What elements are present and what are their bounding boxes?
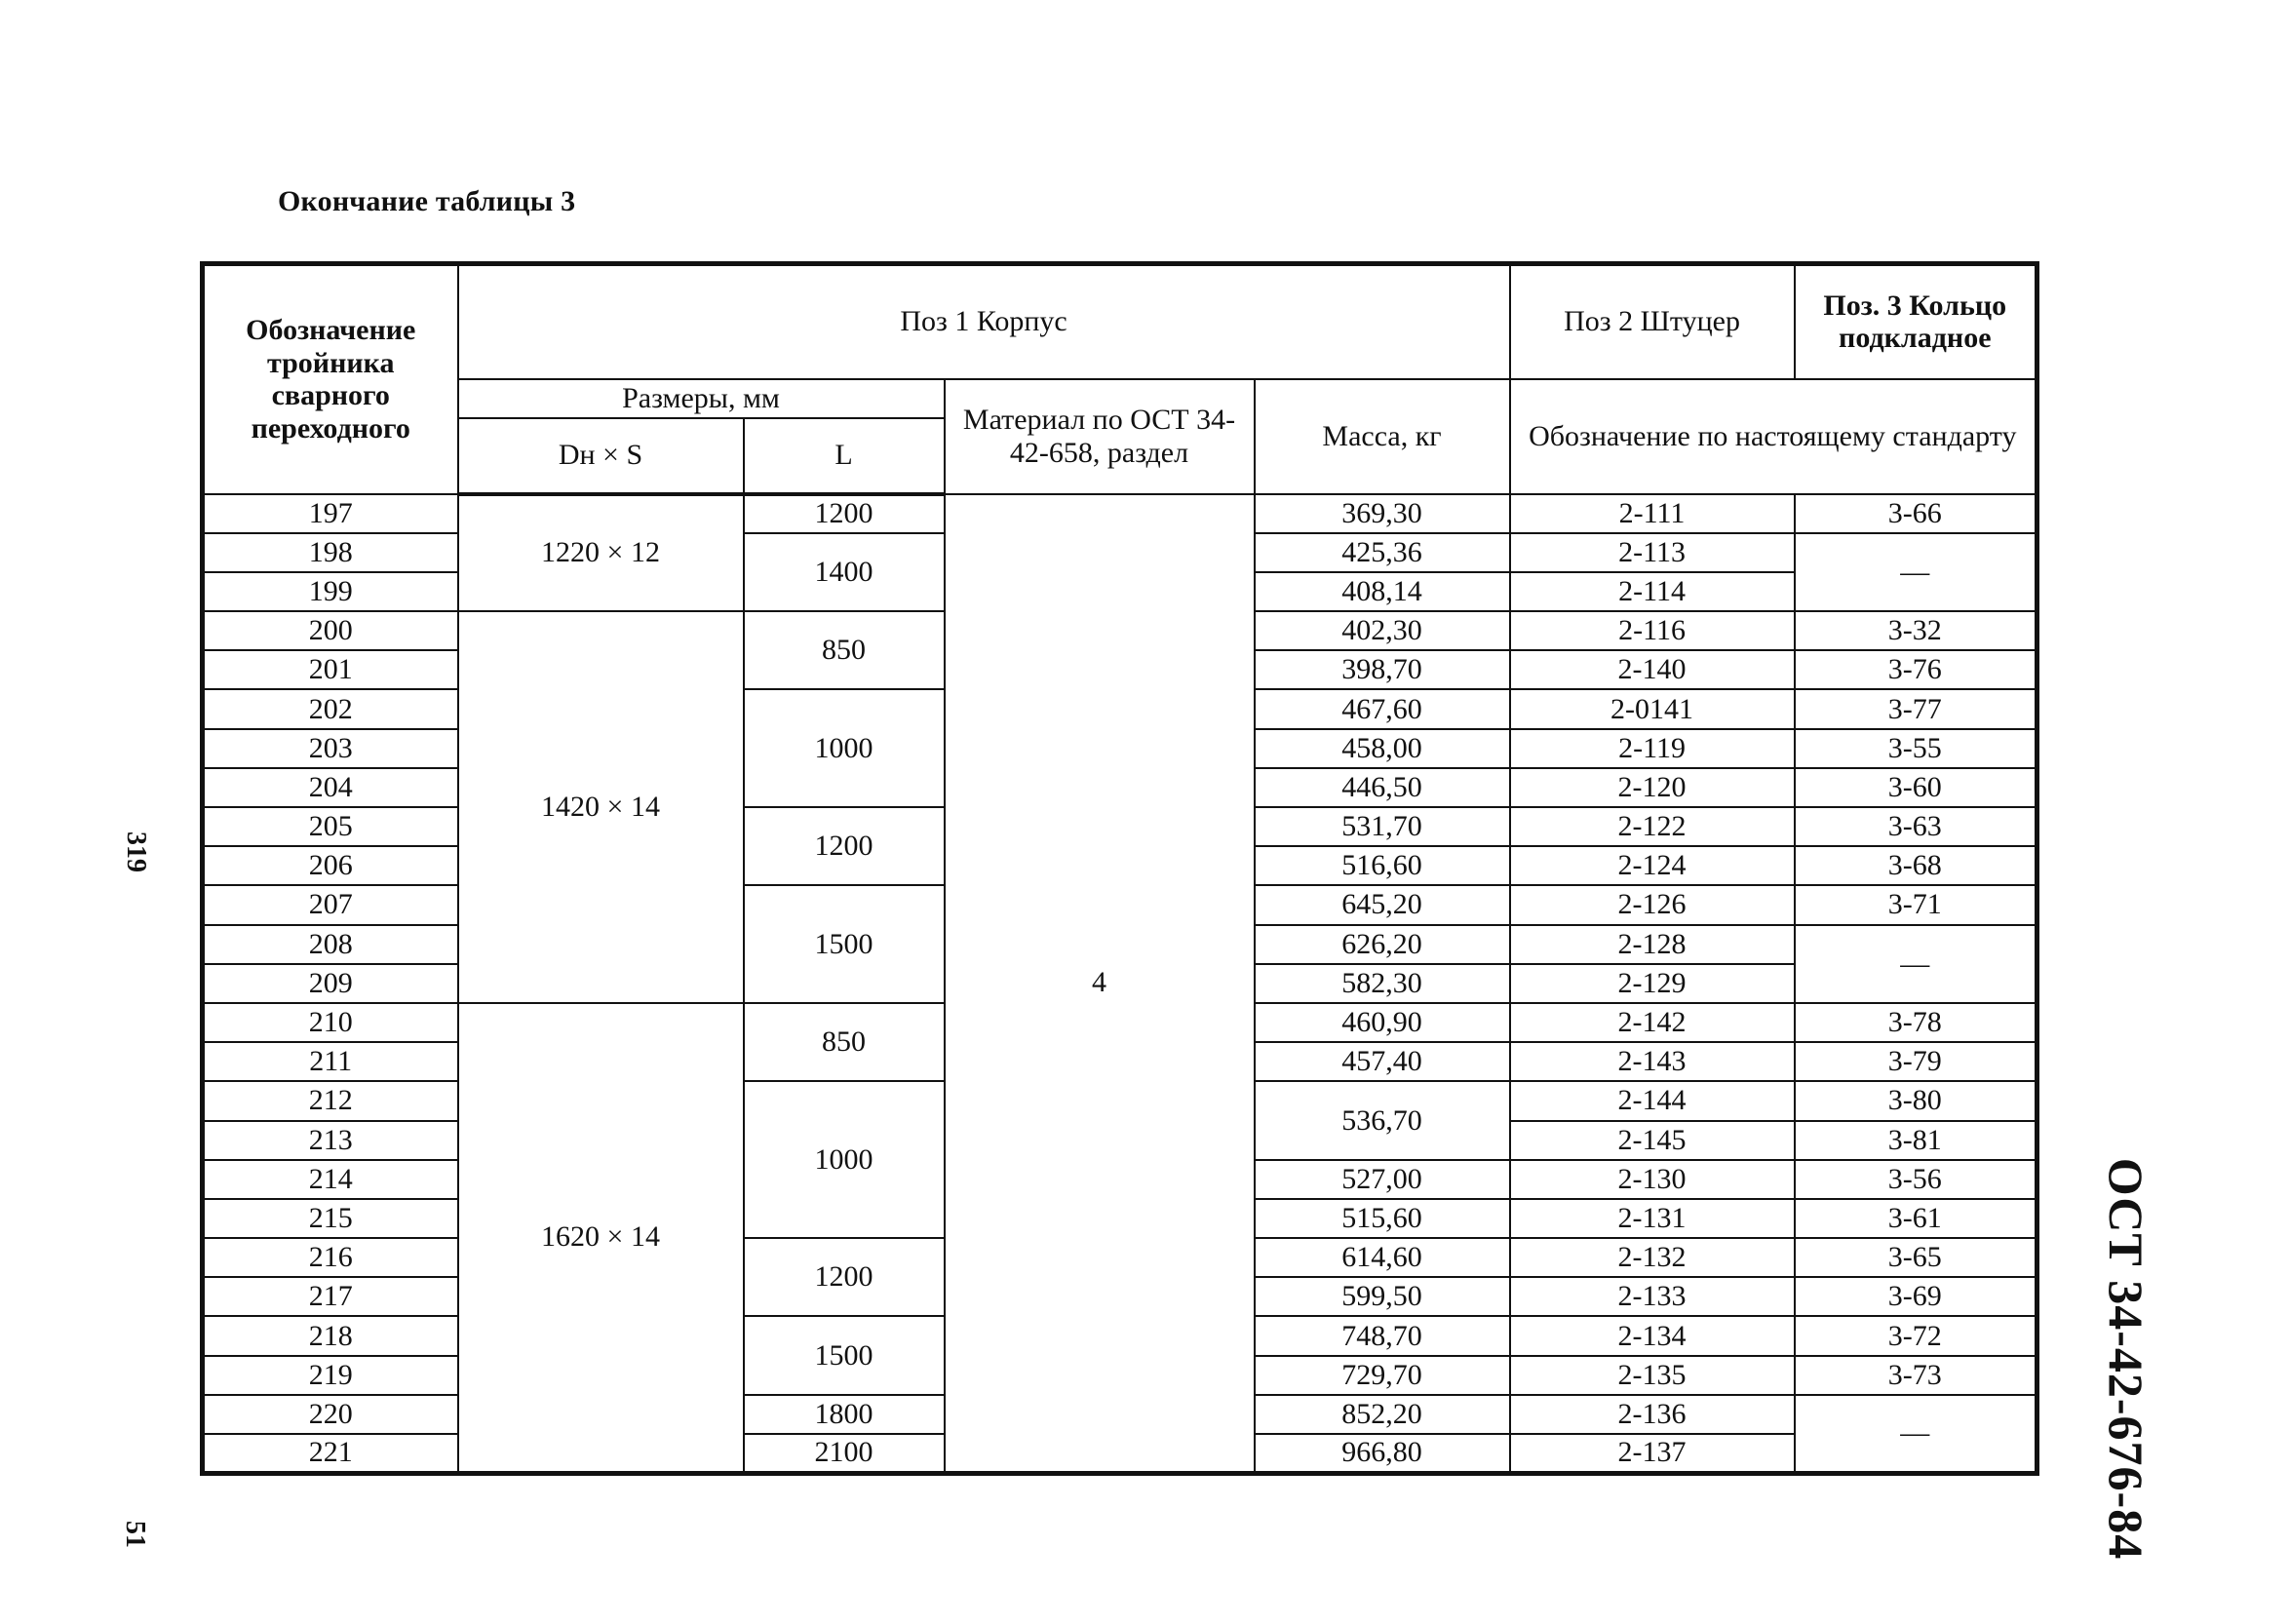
row-id: 206 [203,846,458,885]
pos2-cell: 2-124 [1510,846,1795,885]
pos3-cell: 3-80 [1795,1081,2037,1120]
l-cell: 1500 [744,885,945,1003]
mass-cell: 402,30 [1255,611,1510,650]
pos2-cell: 2-137 [1510,1434,1795,1473]
pos3-cell: 3-72 [1795,1316,2037,1355]
row-id: 199 [203,572,458,611]
header-sizes: Размеры, мм [458,379,945,418]
row-id: 198 [203,533,458,572]
standard-code: ОСТ 34-42-676-84 [2099,1157,2154,1561]
pos3-cell: 3-79 [1795,1042,2037,1081]
mass-cell: 515,60 [1255,1199,1510,1238]
row-id: 217 [203,1277,458,1316]
pos2-cell: 2-129 [1510,964,1795,1003]
l-cell: 850 [744,1003,945,1081]
row-id: 208 [203,925,458,964]
mass-cell: 398,70 [1255,650,1510,689]
row-id: 209 [203,964,458,1003]
pos2-cell: 2-142 [1510,1003,1795,1042]
pos2-cell: 2-133 [1510,1277,1795,1316]
pos3-cell: — [1795,925,2037,1003]
l-cell: 1400 [744,533,945,611]
l-cell: 1800 [744,1395,945,1434]
l-cell: 1500 [744,1316,945,1394]
mass-cell: 748,70 [1255,1316,1510,1355]
pos2-cell: 2-140 [1510,650,1795,689]
pos3-cell: 3-81 [1795,1121,2037,1160]
pos3-cell: — [1795,1395,2037,1473]
row-id: 207 [203,885,458,924]
pos2-cell: 2-114 [1510,572,1795,611]
l-cell: 2100 [744,1434,945,1473]
table-body [203,494,2037,1474]
mass-cell: 966,80 [1255,1434,1510,1473]
pos2-cell: 2-116 [1510,611,1795,650]
header-standard-designation: Обозначение по настоящему стандарту [1510,379,2037,494]
l-cell: 850 [744,611,945,689]
l-cell: 1000 [744,689,945,807]
pos3-cell: 3-65 [1795,1238,2037,1277]
pos3-cell: 3-63 [1795,807,2037,846]
mass-cell: 599,50 [1255,1277,1510,1316]
pos2-cell: 2-143 [1510,1042,1795,1081]
mass-cell: 536,70 [1255,1081,1510,1159]
pos2-cell: 2-111 [1510,494,1795,533]
mass-cell: 425,36 [1255,533,1510,572]
pos2-cell: 2-130 [1510,1160,1795,1199]
pos2-cell: 2-113 [1510,533,1795,572]
dn-s-cell: 1620 × 14 [458,1003,744,1473]
mass-cell: 527,00 [1255,1160,1510,1199]
mass-cell: 516,60 [1255,846,1510,885]
row-id: 219 [203,1356,458,1395]
header-l: L [744,418,945,494]
pos2-cell: 2-145 [1510,1121,1795,1160]
dn-s-cell: 1420 × 14 [458,611,744,1003]
pos3-cell: 3-66 [1795,494,2037,533]
mass-cell: 458,00 [1255,729,1510,768]
mass-cell: 645,20 [1255,885,1510,924]
pos2-cell: 2-122 [1510,807,1795,846]
mass-cell: 729,70 [1255,1356,1510,1395]
row-id: 218 [203,1316,458,1355]
pos3-cell: 3-55 [1795,729,2037,768]
l-cell: 1200 [744,1238,945,1316]
row-id: 210 [203,1003,458,1042]
table-header [203,264,2037,494]
pos2-cell: 2-134 [1510,1316,1795,1355]
row-id: 197 [203,494,458,533]
pos3-cell: 3-61 [1795,1199,2037,1238]
page-number: 319 [121,831,151,872]
row-id: 213 [203,1121,458,1160]
row-id: 221 [203,1434,458,1473]
row-id: 201 [203,650,458,689]
header-designation: Обозначение тройника сварного переходного [203,264,458,494]
table-caption: Окончание таблицы 3 [278,185,576,217]
pos3-cell: 3-32 [1795,611,2037,650]
pos3-cell: 3-78 [1795,1003,2037,1042]
mass-cell: 369,30 [1255,494,1510,533]
pos3-cell: — [1795,533,2037,611]
row-id: 203 [203,729,458,768]
mass-cell: 852,20 [1255,1395,1510,1434]
mass-cell: 626,20 [1255,925,1510,964]
row-id: 204 [203,768,458,807]
pos2-cell: 2-135 [1510,1356,1795,1395]
pos3-cell: 3-56 [1795,1160,2037,1199]
header-dn-s: Dн × S [458,418,744,494]
pos3-cell: 3-68 [1795,846,2037,885]
mass-cell: 531,70 [1255,807,1510,846]
pos2-cell: 2-126 [1510,885,1795,924]
spec-table [200,261,2039,1476]
pos2-cell: 2-0141 [1510,689,1795,728]
l-cell: 1000 [744,1081,945,1238]
pos3-cell: 3-73 [1795,1356,2037,1395]
pos2-cell: 2-119 [1510,729,1795,768]
row-id: 202 [203,689,458,728]
mass-cell: 582,30 [1255,964,1510,1003]
header-mass: Масса, кг [1255,379,1510,494]
mass-cell: 614,60 [1255,1238,1510,1277]
mass-cell: 446,50 [1255,768,1510,807]
mass-cell: 408,14 [1255,572,1510,611]
row-id: 211 [203,1042,458,1081]
header-pos3: Поз. 3 Кольцо подкладное [1795,264,2037,379]
pos2-cell: 2-136 [1510,1395,1795,1434]
table-row [203,494,2037,533]
row-id: 216 [203,1238,458,1277]
row-id: 215 [203,1199,458,1238]
header-pos1: Поз 1 Корпус [458,264,1510,379]
row-id: 212 [203,1081,458,1120]
pos3-cell: 3-60 [1795,768,2037,807]
row-id: 214 [203,1160,458,1199]
pos3-cell: 3-76 [1795,650,2037,689]
header-material: Материал по ОСТ 34-42-658, раздел [945,379,1255,494]
l-cell: 1200 [744,494,945,533]
l-cell: 1200 [744,807,945,885]
pos2-cell: 2-131 [1510,1199,1795,1238]
header-pos2: Поз 2 Штуцер [1510,264,1795,379]
mass-cell: 460,90 [1255,1003,1510,1042]
pos3-cell: 3-77 [1795,689,2037,728]
pos3-cell: 3-71 [1795,885,2037,924]
pos2-cell: 2-132 [1510,1238,1795,1277]
dn-s-cell: 1220 × 12 [458,494,744,612]
sheet-number: 51 [120,1521,150,1548]
row-id: 200 [203,611,458,650]
mass-cell: 457,40 [1255,1042,1510,1081]
mass-cell: 467,60 [1255,689,1510,728]
pos2-cell: 2-120 [1510,768,1795,807]
row-id: 220 [203,1395,458,1434]
row-id: 205 [203,807,458,846]
pos2-cell: 2-128 [1510,925,1795,964]
material-cell: 4 [945,494,1255,1474]
pos2-cell: 2-144 [1510,1081,1795,1120]
pos3-cell: 3-69 [1795,1277,2037,1316]
